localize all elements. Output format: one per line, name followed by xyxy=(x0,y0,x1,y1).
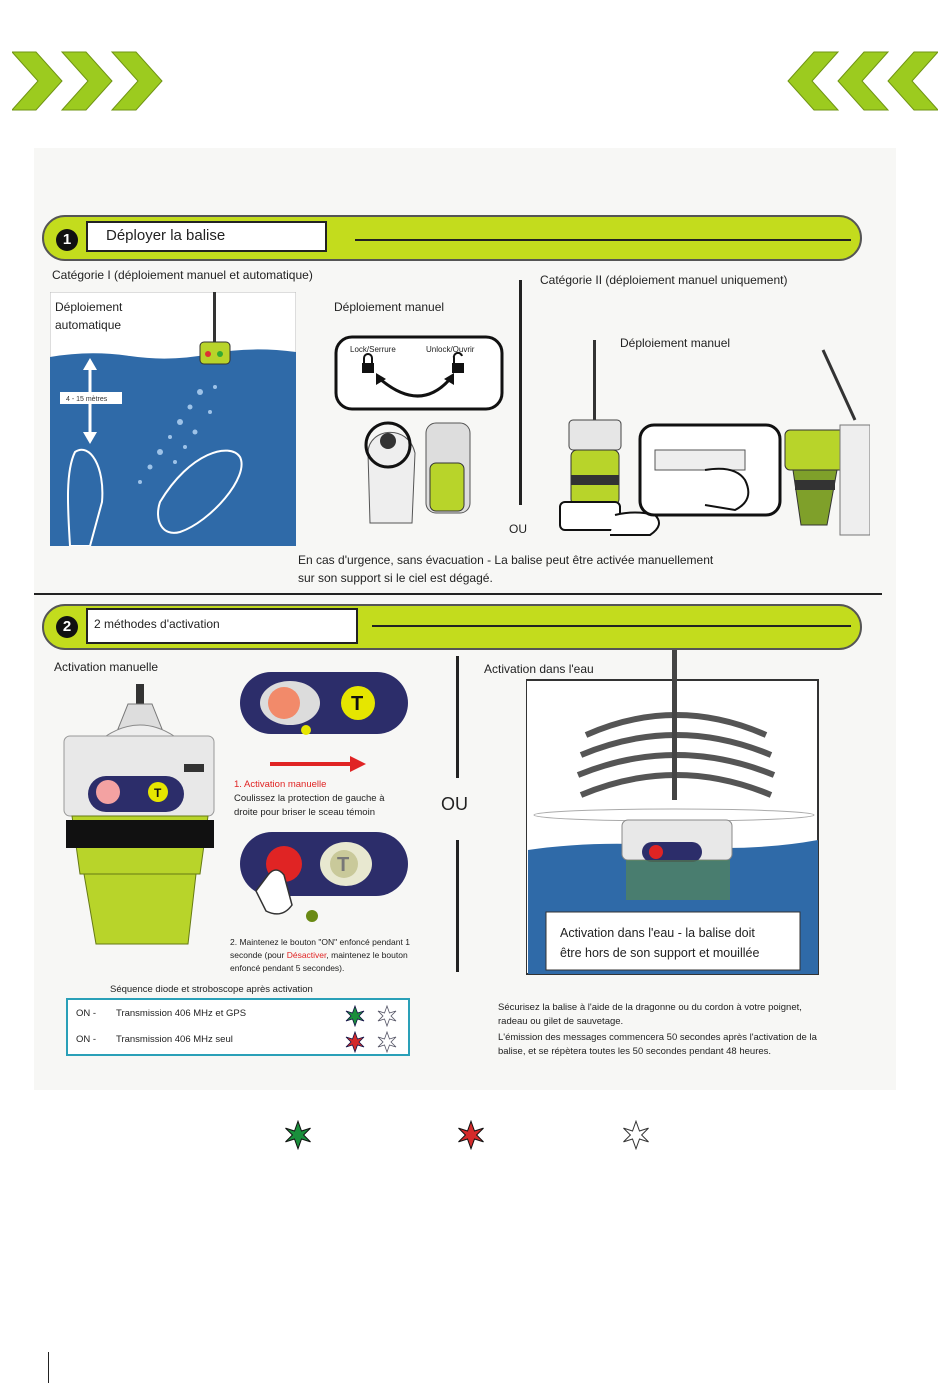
unlock-label: Unlock/Ouvrir xyxy=(426,345,475,354)
manual-deployment-label-2: Déploiement manuel xyxy=(620,336,731,350)
section2-divider-top xyxy=(456,656,459,778)
section1-number: 1 xyxy=(56,229,78,251)
sequence-title: Séquence diode et stroboscope après activation xyxy=(110,984,313,995)
manual-deployment-cat2-illustration xyxy=(555,330,870,545)
step2-deactivate: Désactiver xyxy=(286,950,327,960)
secure-line4: balise, et se répètera toutes les 50 secondes pendant 48 heures. xyxy=(498,1046,772,1057)
water-box-line1: Activation dans l'eau - la balise doit xyxy=(560,926,755,940)
water-activation-label: Activation dans l'eau xyxy=(484,662,594,676)
section2-number: 2 xyxy=(56,616,78,638)
lock-unlock-diagram xyxy=(330,333,510,533)
svg-text:T: T xyxy=(154,786,162,800)
category2-label: Catégorie II (déploiement manuel uniquement) xyxy=(540,273,788,287)
legend-row1-text: Transmission 406 MHz et GPS xyxy=(116,1008,247,1019)
or-label-1: OU xyxy=(509,522,527,536)
beacon-illustration xyxy=(60,684,220,948)
step1-title: 1. Activation manuelle xyxy=(234,779,327,790)
step2-line2-part3: , maintenez le bouton xyxy=(326,950,408,960)
section2-title: 2 méthodes d'activation xyxy=(86,608,358,644)
step2-line1: 2. Maintenez le bouton "ON" enfoncé pendant 1 xyxy=(230,937,410,947)
svg-text:T: T xyxy=(337,854,350,876)
red-star-icon xyxy=(456,1120,486,1150)
svg-text:T: T xyxy=(351,693,364,715)
legend-row1-state: ON - xyxy=(76,1008,97,1019)
activation-button-panel-1 xyxy=(238,670,410,740)
secure-line1: Sécurisez la balise à l'aide de la dragonne ou du cordon à votre poignet, xyxy=(498,1002,802,1013)
section1-title: Déployer la balise xyxy=(86,221,327,252)
white-star-icon xyxy=(376,1005,398,1027)
green-star-icon xyxy=(283,1120,313,1150)
page-edge-mark xyxy=(48,1352,49,1383)
lock-label: Lock/Serrure xyxy=(350,345,396,354)
section2-divider-bottom xyxy=(456,840,459,972)
category1-label: Catégorie I (déploiement manuel et automatique) xyxy=(52,268,313,282)
chevrons-left-icon xyxy=(773,48,938,114)
depth-label: 4 - 15 mètres xyxy=(66,396,108,403)
step1-line1: Coulissez la protection de gauche à xyxy=(234,793,385,804)
section-separator xyxy=(34,593,882,595)
step2-line3: enfoncé pendant 5 secondes). xyxy=(230,963,345,973)
manual-activation-label: Activation manuelle xyxy=(54,660,159,674)
secure-line2: radeau ou gilet de sauvetage. xyxy=(498,1016,624,1027)
emergency-note-line2: sur son support si le ciel est dégagé. xyxy=(298,571,493,585)
legend-row2-text: Transmission 406 MHz seul xyxy=(116,1034,233,1045)
section1-title-rule xyxy=(355,239,851,241)
red-star-icon xyxy=(344,1031,366,1053)
step2-line2 xyxy=(230,949,408,962)
auto-deployment-label: Déploiement automatique xyxy=(55,300,123,332)
led-legend-box xyxy=(66,998,410,1056)
white-star-icon xyxy=(376,1031,398,1053)
legend-row2-state: ON - xyxy=(76,1034,97,1045)
secure-line3: L'émission des messages commencera 50 secondes après l'activation de la xyxy=(498,1032,817,1043)
section1-divider xyxy=(519,280,522,505)
chevrons-right-icon xyxy=(12,48,172,114)
manual-deployment-label: Déploiement manuel xyxy=(334,300,445,314)
slide-arrow-icon xyxy=(270,756,366,772)
water-box-line2: être hors de son support et mouillée xyxy=(560,946,760,960)
emergency-note-line1: En cas d'urgence, sans évacuation - La balise peut être activée manuellement xyxy=(298,553,714,567)
section2-title-rule xyxy=(372,625,851,627)
step2-line2-part1: seconde (pour xyxy=(230,950,287,960)
step1-line2: droite pour briser le sceau témoin xyxy=(234,807,375,818)
green-star-icon xyxy=(344,1005,366,1027)
white-star-icon xyxy=(621,1120,651,1150)
or-label-2: OU xyxy=(441,794,468,814)
activation-button-panel-2 xyxy=(238,830,410,930)
